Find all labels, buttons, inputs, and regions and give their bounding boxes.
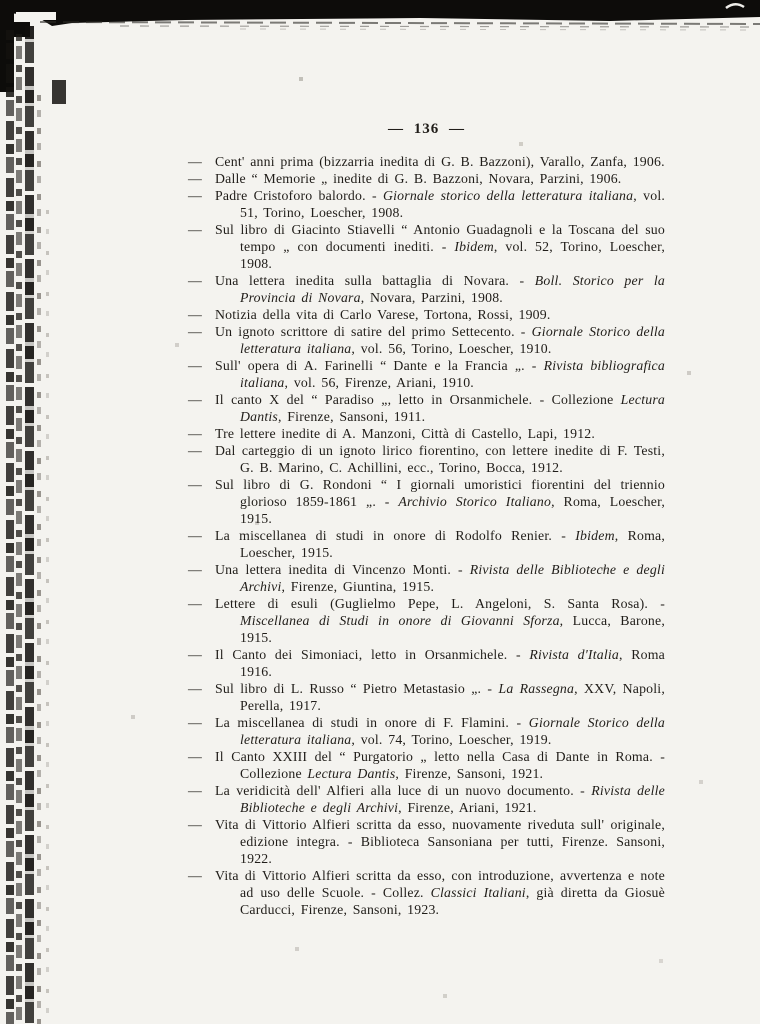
entry-dash-marker: — [188, 171, 202, 186]
entry-dash-marker: — [188, 477, 202, 492]
entry-dash-marker: — [188, 222, 202, 237]
journal-title: Lectura Dantis [240, 392, 665, 424]
entry-text: La miscellanea di studi in onore di Rodolfo Renier. - [215, 528, 576, 543]
list-item [188, 221, 665, 272]
scan-gutter-streak [25, 26, 34, 1024]
list-item [188, 323, 665, 357]
list-item [188, 527, 665, 561]
entry-text: Il Canto XXIII del “ Purgatorio „ letto nella Casa di Dante in Roma. - Collezione [215, 749, 665, 781]
journal-title: Lectura Dantis [307, 766, 396, 781]
entry-dash-marker: — [188, 273, 202, 288]
entry-text: , Firenze, Sansoni, 1911. [278, 409, 426, 424]
entry-dash-marker: — [188, 188, 202, 203]
entry-dash-marker: — [188, 681, 202, 696]
journal-title: Rivista bibliografica italiana [240, 358, 665, 390]
list-item [188, 442, 665, 476]
scan-gutter-streak [37, 95, 41, 1024]
entry-dash-marker: — [188, 154, 202, 169]
journal-title: Classici Italiani [430, 885, 526, 900]
scan-gutter-streak [16, 34, 22, 1024]
page-content [188, 121, 665, 918]
scan-speckles-artifact [0, 0, 2, 2]
entry-text: , vol. 56, Firenze, Ariani, 1910. [284, 375, 474, 390]
journal-title: Ibidem [575, 528, 615, 543]
journal-title: Giornale Storico della letteratura italiana [240, 324, 665, 356]
entry-text: , Roma 1916. [240, 647, 665, 679]
entry-dash-marker: — [188, 749, 202, 764]
journal-title: Boll. Storico per la Provincia di Novara [240, 273, 665, 305]
entry-text: , Firenze, Giuntina, 1915. [281, 579, 435, 594]
entry-dash-marker: — [188, 358, 202, 373]
entry-text: Sul libro di G. Rondoni “ I giornali umoristici fiorentini del triennio glorioso 1859-1861 „. - [215, 477, 665, 509]
journal-title: La Rassegna [498, 681, 575, 696]
list-item [188, 680, 665, 714]
list-item [188, 425, 665, 442]
scan-gutter-streak [6, 30, 14, 1024]
entry-dash-marker: — [188, 596, 202, 611]
entry-text: Una lettera inedita di Vincenzo Monti. - [215, 562, 470, 577]
entry-text: , vol. 56, Torino, Loescher, 1910. [351, 341, 552, 356]
entry-text: Lettere di esuli (Guglielmo Pepe, L. Angeloni, S. Santa Rosa). - [215, 596, 665, 611]
entry-text: Una lettera inedita sulla battaglia di Novara. - [215, 273, 535, 288]
entry-text: , XXV, Napoli, Perella, 1917. [240, 681, 665, 713]
journal-title: Rivista delle Biblioteche e degli Archivi [240, 562, 665, 594]
entry-dash-marker: — [188, 307, 202, 322]
entry-dash-marker: — [188, 562, 202, 577]
entry-text: Tre lettere inedite di A. Manzoni, Città di Castello, Lapi, 1912. [215, 426, 596, 441]
bibliography-list [188, 153, 665, 918]
list-item [188, 187, 665, 221]
list-item [188, 306, 665, 323]
entry-dash-marker: — [188, 443, 202, 458]
list-item [188, 867, 665, 918]
entry-text: Sul libro di Giacinto Stiavelli “ Antonio Guadagnoli e la Toscana del suo tempo „ con documenti inediti. - [215, 222, 665, 254]
entry-text: Padre Cristoforo balordo. - [215, 188, 383, 203]
journal-title: Ibidem [454, 239, 494, 254]
entry-text: Dal carteggio di un ignoto lirico fiorentino, con lettere inedite di F. Testi, G. B. Marino, C. Achillini, ecc., Torino, Bocca, 1912. [215, 443, 665, 475]
journal-title: Rivista d'Italia [529, 647, 619, 662]
entry-text: , vol. 74, Torino, Loescher, 1919. [351, 732, 552, 747]
entry-text: , Novara, Parzini, 1908. [360, 290, 503, 305]
journal-title: Rivista delle Biblioteche e degli Archivi [240, 783, 665, 815]
list-item [188, 391, 665, 425]
entry-text: , Firenze, Ariani, 1921. [398, 800, 537, 815]
journal-title: Miscellanea di Studi in onore di Giovanni Sforza [240, 613, 560, 628]
list-item [188, 272, 665, 306]
entry-text: , già diretta da Giosuè Carducci, Firenze, Sansoni, 1923. [240, 885, 665, 917]
entry-text: , Lucca, Barone, 1915. [240, 613, 665, 645]
journal-title: Giornale storico della letteratura italiana [382, 188, 634, 203]
list-item [188, 476, 665, 527]
list-item [188, 153, 665, 170]
entry-text: Sul libro di L. Russo “ Pietro Metastasio „. - [215, 681, 499, 696]
entry-text: , Roma, Loescher, 1915. [240, 528, 665, 560]
entry-text: , Roma, Loescher, 1915. [240, 494, 665, 526]
page-number: — 136 — [388, 121, 465, 137]
entry-dash-marker: — [188, 392, 202, 407]
list-item [188, 782, 665, 816]
scan-gutter-streak [46, 210, 49, 1024]
entry-dash-marker: — [188, 528, 202, 543]
journal-title: Giornale Storico della letteratura italiana [240, 715, 665, 747]
list-item [188, 595, 665, 646]
list-item [188, 170, 665, 187]
list-item [188, 816, 665, 867]
list-item [188, 646, 665, 680]
scan-top-band-artifact [0, 0, 760, 110]
entry-dash-marker: — [188, 324, 202, 339]
entry-text: Vita di Vittorio Alfieri scritta da esso, nuovamente riveduta sull' originale, edizione integra. - Biblioteca Sansoniana per tutti, Firenze. Sansoni, 1922. [215, 817, 665, 866]
list-item [188, 748, 665, 782]
entry-text: , vol. 52, Torino, Loescher, 1908. [240, 239, 665, 271]
entry-text: Sull' opera di A. Farinelli “ Dante e la Francia „. - [215, 358, 544, 373]
journal-title: Archivio Storico Italiano [398, 494, 552, 509]
entry-text: , Firenze, Sansoni, 1921. [395, 766, 544, 781]
list-item [188, 357, 665, 391]
entry-text: Notizia della vita di Carlo Varese, Tortona, Rossi, 1909. [215, 307, 551, 322]
entry-text: Il Canto dei Simoniaci, letto in Orsanmichele. - [215, 647, 530, 662]
entry-text: La veridicità dell' Alfieri alla luce di un nuovo documento. - [215, 783, 592, 798]
list-item [188, 714, 665, 748]
entry-dash-marker: — [188, 783, 202, 798]
entry-dash-marker: — [188, 426, 202, 441]
entry-text: Dalle “ Memorie „ inedite di G. B. Bazzoni, Novara, Parzini, 1906. [215, 171, 622, 186]
entry-dash-marker: — [188, 868, 202, 883]
entry-text: La miscellanea di studi in onore di F. Flamini. - [215, 715, 529, 730]
entry-dash-marker: — [188, 715, 202, 730]
entry-text: Un ignoto scrittore di satire del primo Settecento. - [215, 324, 532, 339]
entry-text: Il canto X del “ Paradiso „, letto in Orsanmichele. - Collezione [215, 392, 621, 407]
entry-dash-marker: — [188, 817, 202, 832]
list-item [188, 561, 665, 595]
entry-dash-marker: — [188, 647, 202, 662]
entry-text: Vita di Vittorio Alfieri scritta da esso, con introduzione, avvertenza e note ad uso delle Scuole. - Collez. [215, 868, 665, 900]
entry-text: Cent' anni prima (bizzarria inedita di G. B. Bazzoni), Varallo, Zanfa, 1906. [215, 154, 665, 169]
entry-text: , vol. 51, Torino, Loescher, 1908. [240, 188, 666, 220]
